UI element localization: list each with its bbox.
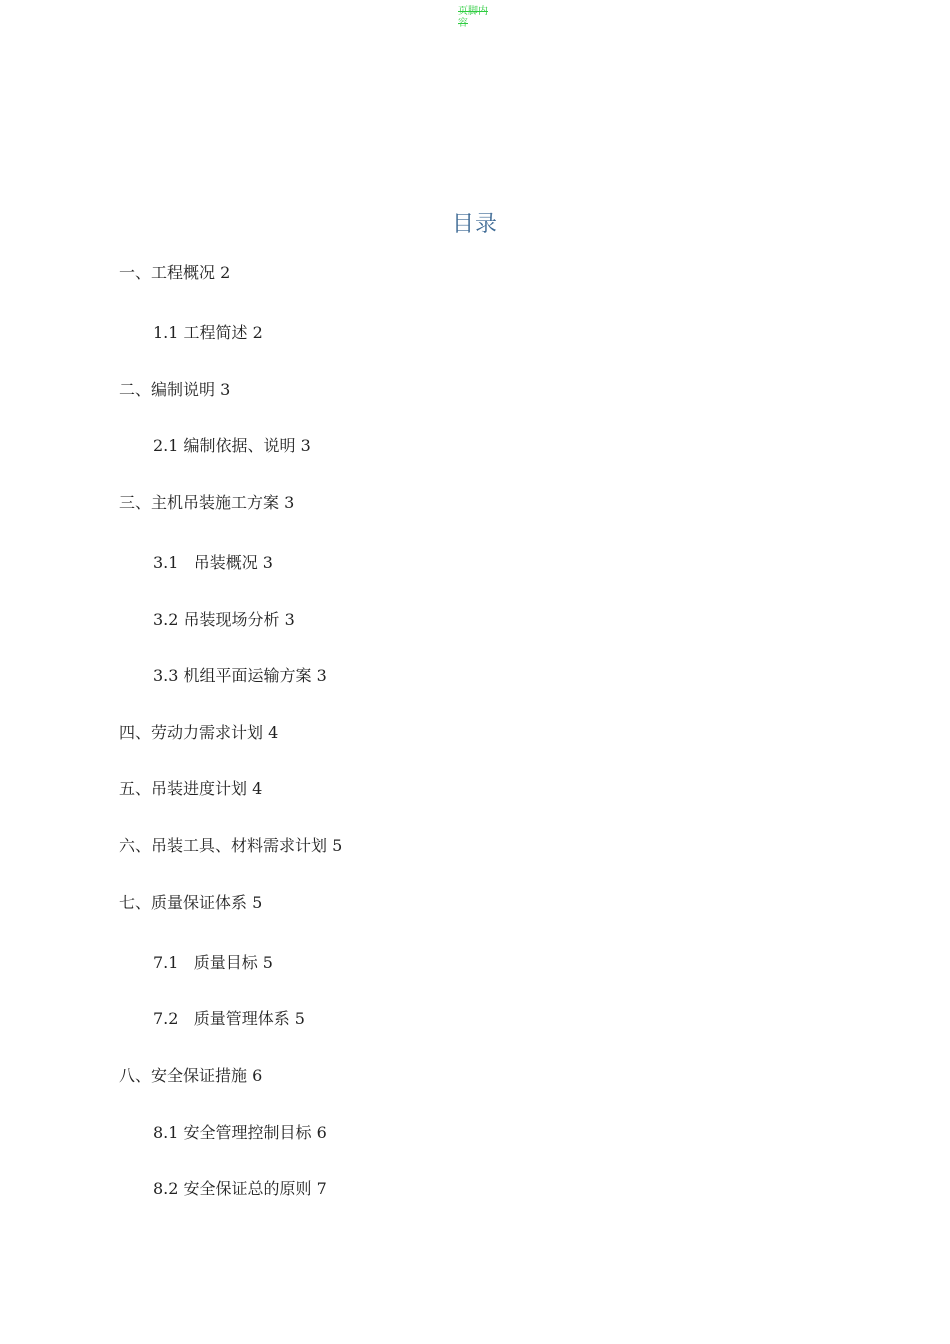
header-mark: 页脚内容: [458, 6, 488, 29]
toc-entry[interactable]: 三、主机吊装施工方案 3: [119, 493, 295, 512]
toc-entry[interactable]: 一、工程概况 2: [119, 263, 231, 282]
toc-title: 目录: [451, 212, 498, 237]
toc-entry[interactable]: 8.2 安全保证总的原则 7: [153, 1179, 327, 1198]
toc-entry[interactable]: 3.2 吊装现场分析 3: [153, 610, 295, 629]
toc-entry[interactable]: 7.1 质量目标 5: [153, 953, 273, 972]
toc-entry[interactable]: 八、安全保证措施 6: [119, 1066, 263, 1085]
toc-entry[interactable]: 3.1 吊装概况 3: [153, 553, 273, 572]
toc-entry[interactable]: 二、编制说明 3: [119, 380, 231, 399]
toc-entry[interactable]: 8.1 安全管理控制目标 6: [153, 1123, 327, 1142]
toc-entry[interactable]: 五、吊装进度计划 4: [119, 779, 263, 798]
toc-entry[interactable]: 1.1 工程简述 2: [153, 323, 263, 342]
toc-entry[interactable]: 2.1 编制依据、说明 3: [153, 436, 311, 455]
toc-entry[interactable]: 7.2 质量管理体系 5: [153, 1009, 305, 1028]
toc-entry[interactable]: 七、质量保证体系 5: [119, 893, 263, 912]
toc-entry[interactable]: 六、吊装工具、材料需求计划 5: [119, 836, 343, 855]
toc-entry[interactable]: 3.3 机组平面运输方案 3: [153, 666, 327, 685]
toc-entry[interactable]: 四、劳动力需求计划 4: [119, 723, 279, 742]
